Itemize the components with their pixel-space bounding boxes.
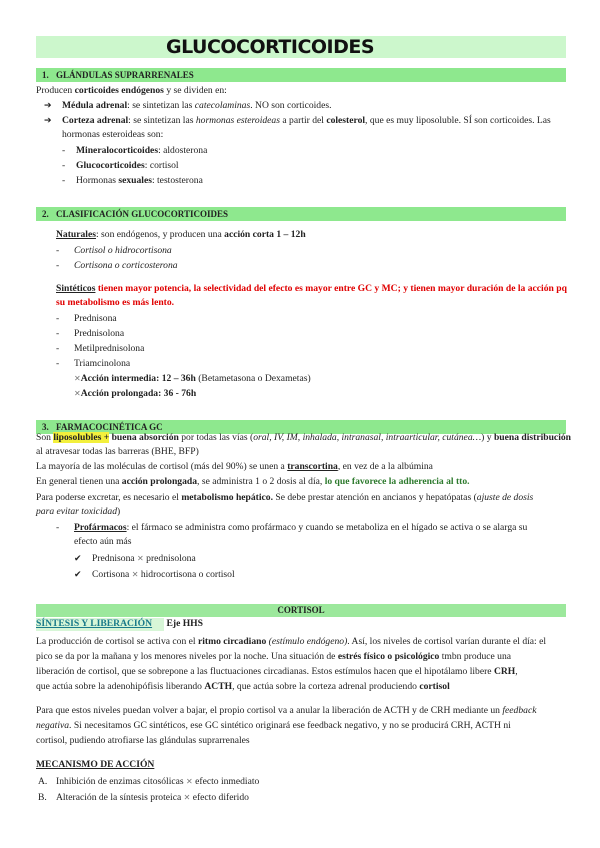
sec2-naturales: Naturales: son endógenos, y producen una acción corta 1 – 12h	[56, 229, 306, 240]
title-bar	[36, 36, 566, 58]
x-icon: ✕	[74, 374, 81, 383]
cortisol-p1-l3: liberación de cortisol, que se sobrepone a las fluctuaciones circadianas. Estos estímulos hacen que el hipotálamo libere CRH,	[36, 666, 518, 677]
sec2-drug-1: - Prednisona	[56, 313, 117, 324]
mecanismo-a: A. Inhibición de enzimas citosólicas ✕ efecto inmediato	[38, 776, 260, 787]
sec2-sinteticos: Sintéticos tienen mayor potencia, la selectividad del efecto es mayor entre GC y MC; y tienen mayor duración de la acción pq	[56, 283, 567, 294]
cortisol-p2-l2: negativa. Si necesitamos GC sintéticos, ese GC sintético originará ese feedback negativo, y no se producirá CRH, ACTH ni	[36, 720, 511, 731]
sec3-profarmacos: - Profármacos: el fármaco se administra como profármaco y cuando se metaboliza en el hígado se activa o se alarga su	[56, 522, 528, 533]
synthesis-header: SÍNTESIS Y LIBERACIÓN Eje HHS	[36, 618, 203, 629]
check-icon: ✔	[74, 554, 82, 564]
x-icon: ✕	[183, 793, 191, 802]
sec1-sub-mineralo: - Mineralocorticoides: aldosterona	[62, 145, 208, 156]
cortisol-header	[36, 604, 566, 617]
section-3-number: 3.	[42, 422, 49, 432]
section-3-title: FARMACOCINÉTICA GC	[56, 422, 163, 432]
section-1-header	[36, 68, 566, 82]
sec3-check-1: ✔ Prednisona ✕ prednisolona	[74, 553, 196, 564]
x-icon: ✕	[137, 554, 144, 563]
x-icon: ✕	[186, 777, 193, 786]
sec1-bullet-medula: ➔ Médula adrenal: se sintetizan las catecolaminas. NO son corticoides.	[44, 100, 332, 111]
mecanismo-header: MECANISMO DE ACCIÓN	[36, 759, 155, 770]
sec3-line-2: al atravesar todas las barreras (BHE, BFP)	[36, 446, 199, 457]
sec1-bullet-corteza: ➔ Corteza adrenal: se sintetizan las hormonas esteroideas a partir del colesterol, que es muy liposoluble. SÍ son corticoides. Las	[44, 115, 551, 126]
cortisol-p2-l1: Para que estos niveles puedan volver a bajar, el propio cortisol va a anular la liberación de ACTH y de CRH mediante un feedback	[36, 705, 537, 716]
page-title: GLUCOCORTICOIDES	[166, 36, 375, 58]
sec2-nat-item-1: - Cortisol o hidrocortisona	[56, 245, 172, 256]
cortisol-p1-l4: que actúa sobre la adenohipófisis liberando ACTH, que actúa sobre la corteza adrenal produciendo cortisol	[36, 681, 450, 692]
sec1-intro: Producen corticoides endógenos y se dividen en:	[36, 85, 227, 96]
sec1-sub-gluco: - Glucocorticoides: cortisol	[62, 160, 179, 171]
section-2-header	[36, 207, 566, 221]
arrow-icon: ➔	[44, 116, 52, 126]
x-icon: ✕	[74, 389, 81, 398]
sec1-corteza-cont: hormonas esteroideas son:	[62, 129, 164, 140]
sec2-sinteticos-cont: su metabolismo es más lento.	[56, 297, 175, 308]
sec3-line-5: Para poderse excretar, es necesario el metabolismo hepático. Se debe prestar atención en ancianos y hepatópatas (ajuste de dosis	[36, 492, 534, 503]
sec3-line-4: En general tienen una acción prolongada, se administra 1 o 2 dosis al día, lo que favorece la adherencia al tto.	[36, 476, 470, 487]
sec3-profarmacos-cont: efecto aún más	[74, 536, 132, 547]
cortisol-p1-l1: La producción de cortisol se activa con el ritmo circadiano (estímulo endógeno). Así, los niveles de cortisol varían durante el día: el	[36, 636, 547, 647]
sec2-drug-2: - Prednisolona	[56, 328, 125, 339]
mecanismo-b: B. Alteración de la síntesis proteica ✕ efecto diferido	[38, 792, 249, 803]
sec3-line-3: La mayoría de las moléculas de cortisol (más del 90%) se unen a transcortina, en vez de a la albúmina	[36, 461, 433, 472]
cortisol-p1-l2: pico se da por la mañana y los menores niveles por la noche. Una situación de estrés físico o psicológico tmbn produce una	[36, 651, 512, 662]
section-2-title: CLASIFICACIÓN GLUCOCORTICOIDES	[56, 209, 228, 219]
x-icon: ✕	[131, 570, 139, 579]
sec2-nat-item-2: - Cortisona o corticosterona	[56, 260, 178, 271]
arrow-icon: ➔	[44, 101, 52, 111]
section-2-number: 2.	[42, 209, 49, 219]
sec1-sub-sexuales: - Hormonas sexuales: testosterona	[62, 175, 203, 186]
sec2-intermedia: ✕Acción intermedia: 12 – 36h (Betametasona o Dexametas)	[74, 373, 311, 384]
check-icon: ✔	[74, 570, 82, 580]
sec3-line-6: para evitar toxicidad)	[36, 506, 121, 517]
section-1-title: GLÁNDULAS SUPRARRENALES	[56, 70, 194, 80]
section-1-number: 1.	[42, 70, 49, 80]
sec2-drug-4: - Triamcinolona	[56, 358, 131, 369]
sec3-check-2: ✔ Cortisona ✕ hidrocortisona o cortisol	[74, 569, 235, 580]
cortisol-p2-l3: cortisol, pudiendo atrofiarse las glándulas suprarrenales	[36, 735, 250, 746]
sec2-prolongada: ✕Acción prolongada: 36 - 76h	[74, 388, 197, 399]
cortisol-title: CORTISOL	[277, 605, 325, 615]
sec2-drug-3: - Metilprednisolona	[56, 343, 145, 354]
sec3-line-1: Son liposolubles + buena absorción por todas las vías (oral, IV, IM, inhalada, intranasal, intraarticular, cutánea…) y buena distribución	[36, 432, 571, 443]
